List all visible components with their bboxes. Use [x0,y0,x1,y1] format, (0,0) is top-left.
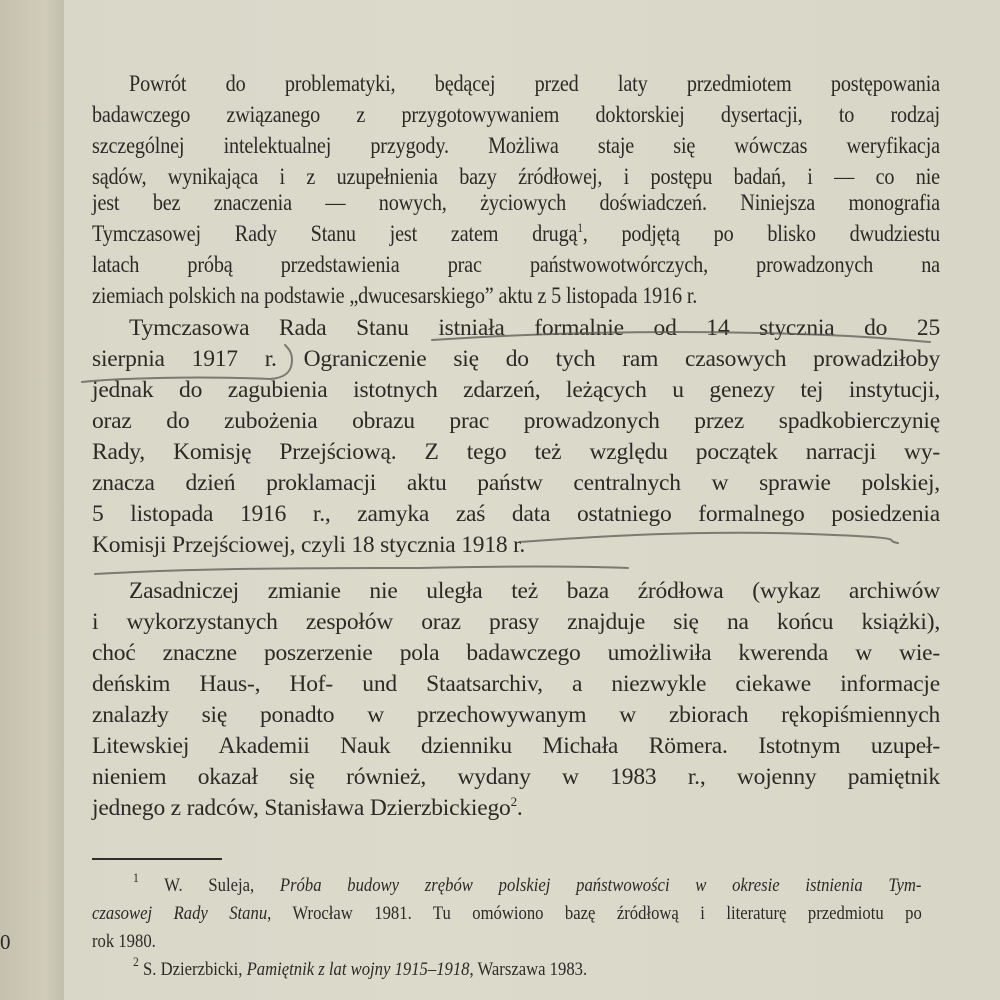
text-span: , podjętą po blisko dwudziestu [582,221,940,247]
footnote-number: 1 [133,870,139,885]
adjacent-page-edge [0,0,64,1000]
text-span: jednego z radców, Stanisława Dzierzbickiego [92,795,511,821]
text-line: sierpnia 1917 r. Ograniczenie się do tych ram czasowych prowadziłoby [92,346,940,372]
text-line: Rady, Komisję Przejściową. Z tego też względu początek narracji wy- [92,439,940,465]
text-line [92,219,940,249]
footnote-1-line [133,872,921,900]
text-line: znalazły się ponadto w przechowywanym w zbiorach rękopiśmiennych [92,702,940,728]
text-line: choć znaczne poszerzenie pola badawczego umożliwiła kwerenda w wie- [92,640,940,666]
text-line: Zasadniczej zmianie nie uległa też baza źródłowa (wykaz archiwów [129,578,940,604]
text-line: badawczego związanego z przygotowywaniem doktorskiej dysertacji, to rodzaj [92,102,940,128]
text-line: 5 listopada 1916 r., zamyka zaś data ostatniego formalnego posiedzenia [92,501,940,527]
text-span: Tymczasowej Rady Stanu jest zatem drugą [92,221,578,247]
text-line: szczególnej intelektualnej przygody. Możliwa staje się wówczas weryfikacja [92,133,940,159]
footnote-title: Pamiętnik z lat wojny 1915–1918 [246,960,470,980]
text-span: . [516,795,523,821]
footnote-ref-2[interactable]: 2 [510,794,517,809]
footnote-author: W. Suleja, [164,876,255,896]
text-line: deńskim Haus-, Hof- und Staatsarchiv, a niezwykle ciekawe informacje [92,671,940,697]
text-line: jednak do zagubienia istotnych zdarzeń, leżących u genezy tej instytucji, [92,377,940,403]
footnote-text: , Warszawa 1983. [469,960,588,980]
text-line [92,793,940,823]
text-line: sądów, wynikająca i z uzupełnienia bazy źródłowej, i postępu badań, i — co nie [92,164,940,190]
text-line: Powrót do problematyki, będącej przed laty przedmiotem postępowania [129,71,940,97]
text-line: Komisji Przejściowej, czyli 18 stycznia 1918 r. [92,532,526,558]
footnote-separator [92,858,222,860]
footnote-2-line [133,956,921,984]
footnote-author: S. Dzierzbicki, [143,960,243,980]
text-line: jest bez znaczenia — nowych, życiowych doświadczeń. Niniejsza monografia [92,190,940,216]
text-line: nieniem okazał się również, wydany w 1983 r., wojenny pamiętnik [92,764,940,790]
footnote-number: 2 [133,954,139,969]
footnote-title: czasowej Rady Stanu [92,904,268,924]
text-line: i wykorzystanych zespołów oraz prasy znajduje się na końcu książki), [92,609,940,635]
text-line: ziemiach polskich na podstawie „dwucesarskiego” aktu z 5 listopada 1916 r. [92,283,698,309]
footnote-1-line: rok 1980. [92,932,156,952]
footnote-1-line [92,900,922,928]
footnote-text: , Wrocław 1981. Tu omówiono bazę źródłową i literaturę przedmiotu po [267,904,922,924]
adjacent-page-number: 0 [0,930,11,954]
text-line: oraz do zubożenia obrazu prac prowadzonych przez spadkobierczynię [92,408,940,434]
text-line: latach próbą przedstawienia prac państwowotwórczych, prowadzonych na [92,252,940,278]
text-line: Tymczasowa Rada Stanu istniała formalnie od 14 stycznia do 25 [129,315,940,341]
footnote-ref-1[interactable]: 1 [577,220,583,235]
text-line: Litewskiej Akademii Nauk dzienniku Michała Römera. Istotnym uzupeł- [92,733,940,759]
text-line: znacza dzień proklamacji aktu państw centralnych w sprawie polskiej, [92,470,940,496]
footnote-title: Próba budowy zrębów polskiej państwowości w okresie istnienia Tym- [279,876,922,896]
